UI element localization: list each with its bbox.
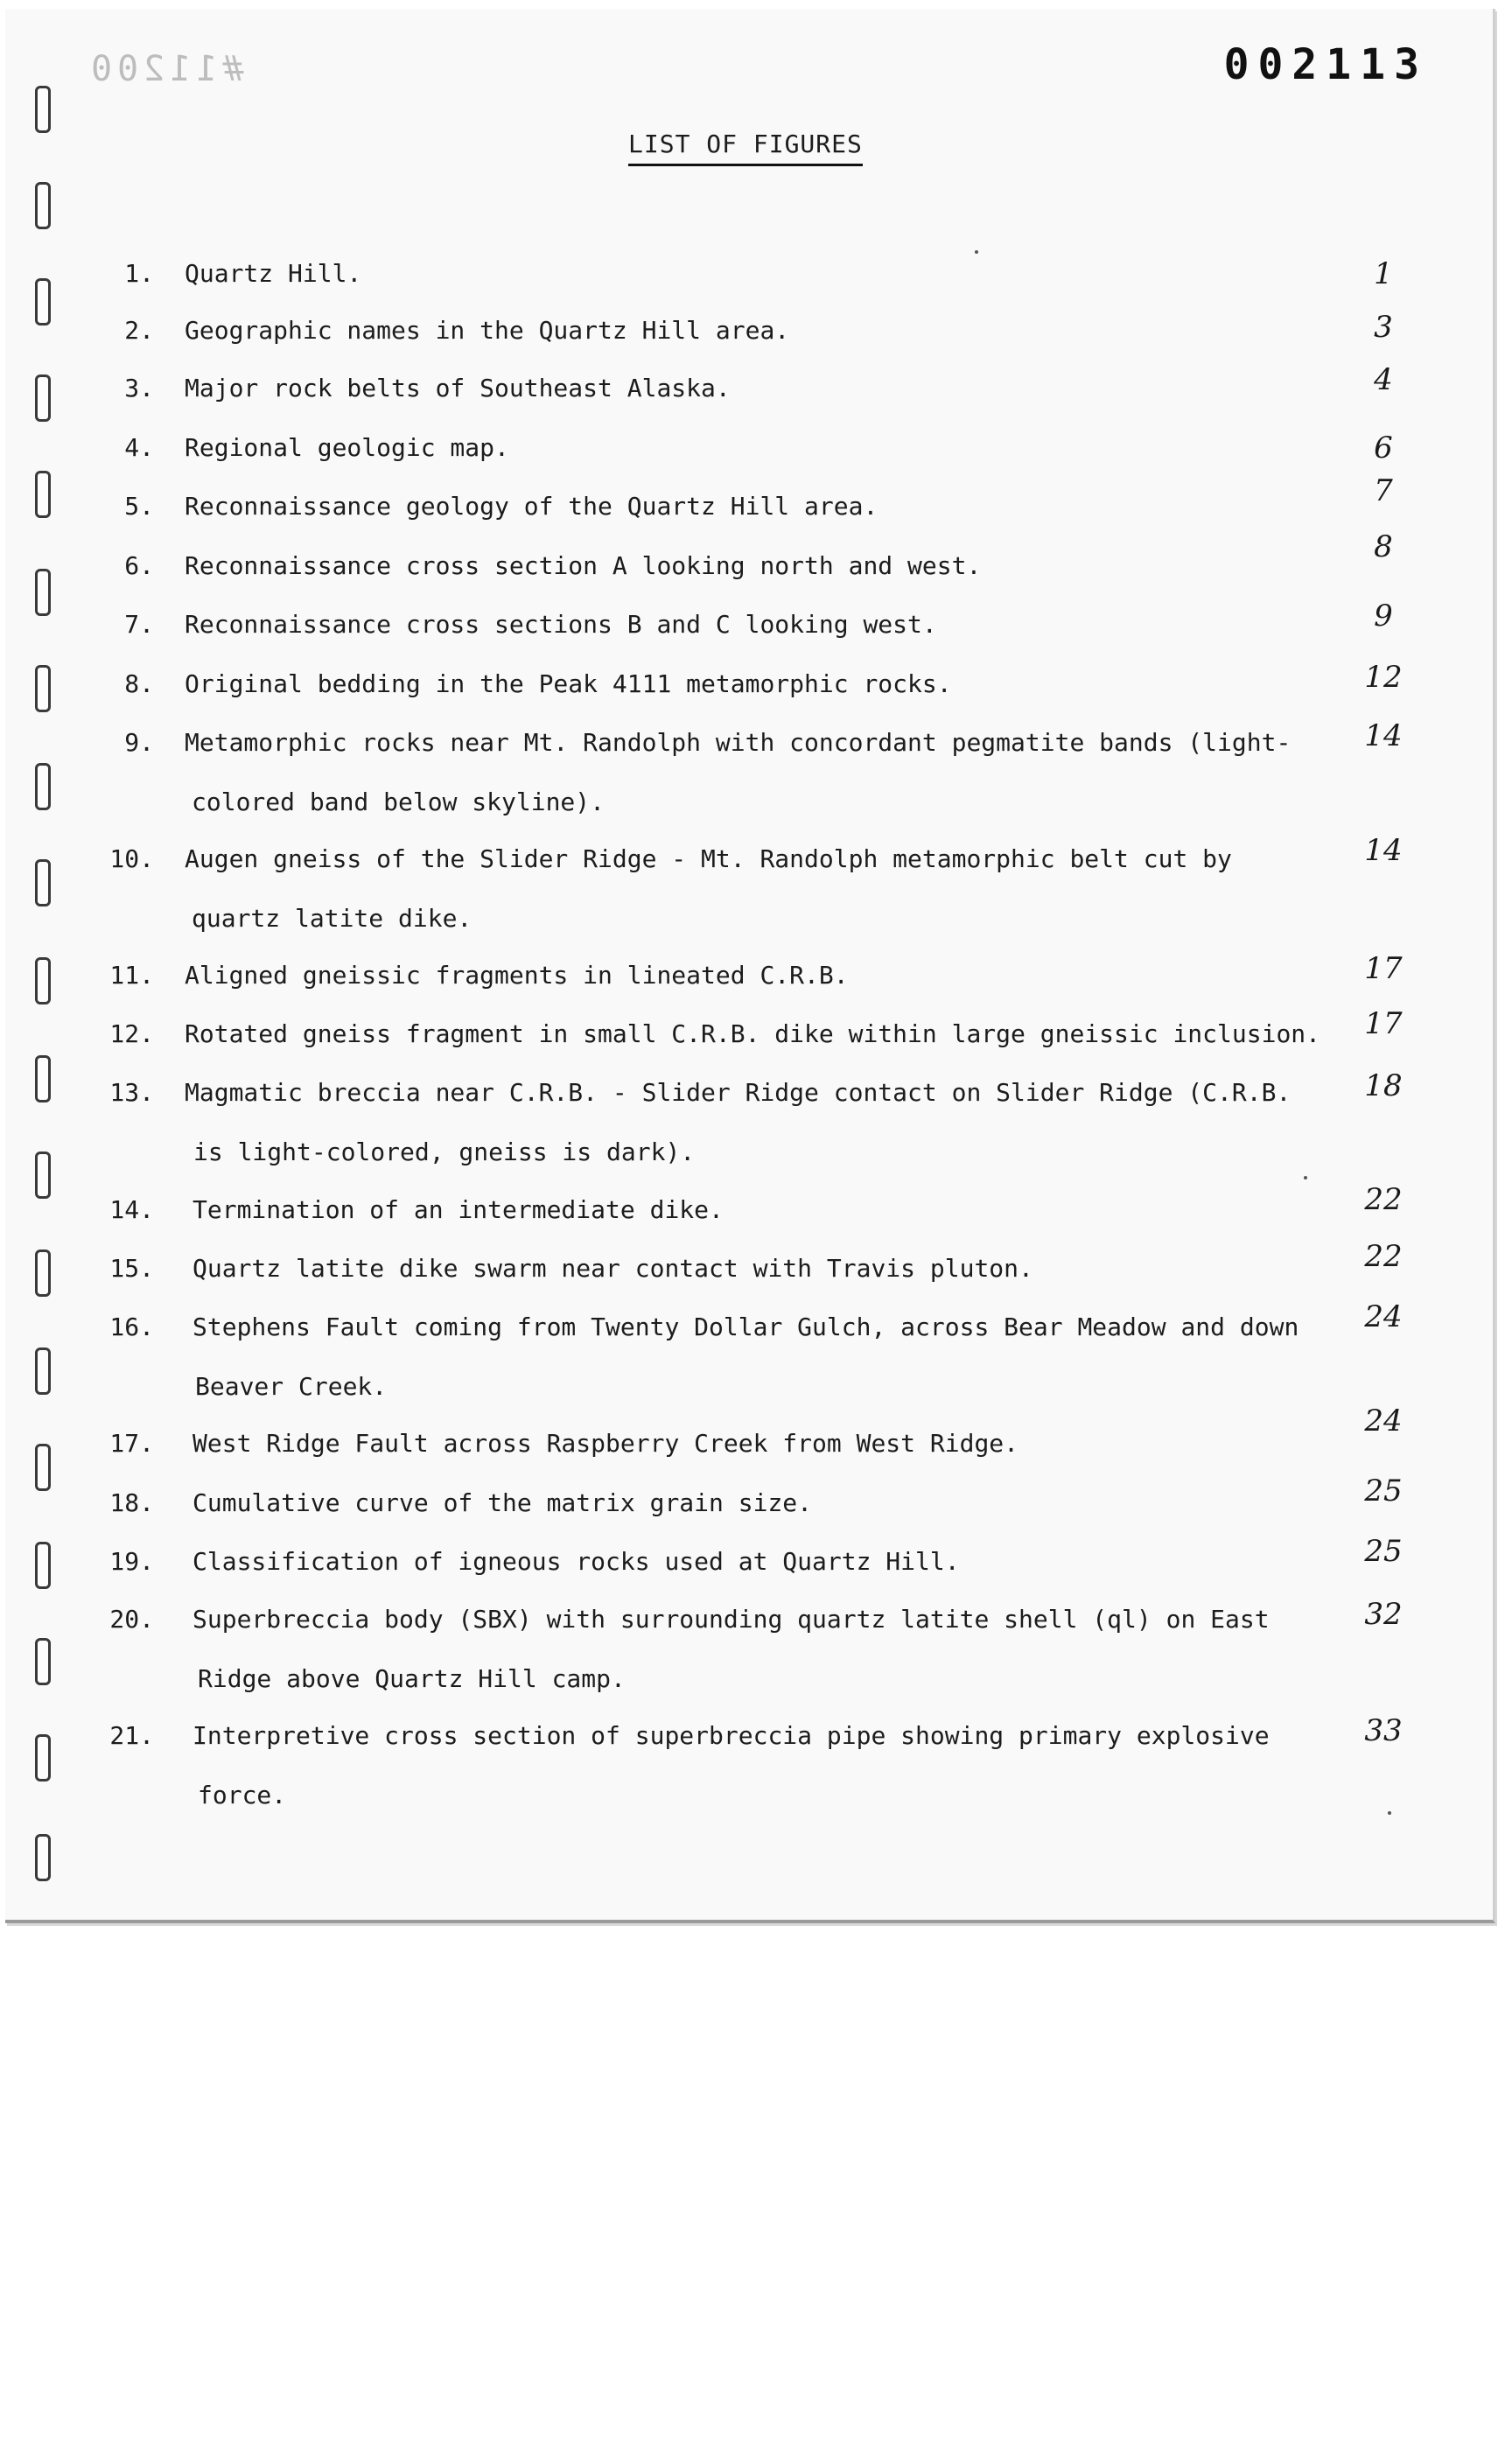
figure-caption-continued: force. <box>198 1781 287 1810</box>
document-page <box>5 9 1495 1923</box>
figure-caption: Regional geologic map. <box>185 433 509 462</box>
figure-caption: Geographic names in the Quartz Hill area. <box>185 316 790 345</box>
figure-entry <box>5 1597 1493 1693</box>
figure-caption: Augen gneiss of the Slider Ridge - Mt. Randolph metamorphic belt cut by <box>185 844 1232 873</box>
figure-caption: Cumulative curve of the matrix grain size. <box>192 1488 813 1517</box>
binder-hole <box>35 1834 51 1881</box>
figure-caption: West Ridge Fault across Raspberry Creek from West Ridge. <box>192 1429 1019 1458</box>
figure-caption: Magmatic breccia near C.R.B. - Slider Ridge contact on Slider Ridge (C.R.B. <box>185 1078 1292 1107</box>
binder-hole <box>35 86 51 133</box>
figure-caption: Rotated gneiss fragment in small C.R.B. dike within large gneissic inclusion. <box>185 1019 1321 1048</box>
figure-entry <box>5 598 1493 642</box>
figure-number: 18. <box>109 1488 154 1517</box>
figure-entry <box>5 362 1493 406</box>
figure-number: 3. <box>124 374 154 402</box>
figure-page-number: 3 <box>1374 310 1393 345</box>
figure-caption-continued: quartz latite dike. <box>192 904 472 933</box>
figure-page-number: 25 <box>1364 1474 1403 1508</box>
figure-entry <box>5 718 1493 816</box>
figure-caption: Stephens Fault coming from Twenty Dollar Gulch, across Bear Meadow and down <box>192 1312 1299 1341</box>
figure-caption: Reconnaissance geology of the Quartz Hill area. <box>185 492 878 521</box>
figure-page-number: 9 <box>1374 598 1393 634</box>
figure-page-number: 12 <box>1364 660 1403 695</box>
figure-caption: Original bedding in the Peak 4111 metamorphic rocks. <box>185 669 952 698</box>
figure-page-number: 14 <box>1364 833 1403 868</box>
figure-entry <box>5 1068 1493 1166</box>
figure-entry <box>5 1713 1493 1810</box>
faded-stamp-number: #11200 <box>86 49 244 89</box>
figure-number: 6. <box>124 551 154 580</box>
figure-number: 21. <box>109 1721 154 1750</box>
figure-entry <box>5 310 1493 348</box>
figure-page-number: 32 <box>1364 1597 1403 1632</box>
figure-number: 19. <box>109 1547 154 1576</box>
figure-page-number: 17 <box>1364 1006 1403 1041</box>
figure-entry <box>5 833 1493 933</box>
binder-hole <box>35 1638 51 1685</box>
figure-caption: Classification of igneous rocks used at Quartz Hill. <box>192 1547 960 1576</box>
figure-entry <box>5 473 1493 524</box>
figure-entry <box>5 1182 1493 1228</box>
figure-page-number: 1 <box>1374 256 1393 291</box>
figure-entry <box>5 529 1493 584</box>
speck <box>1388 1811 1391 1815</box>
figure-caption: Aligned gneissic fragments in lineated C.R.B. <box>185 961 849 990</box>
figure-entry <box>5 1299 1493 1401</box>
figure-number: 16. <box>109 1312 154 1341</box>
figure-number: 14. <box>109 1195 154 1224</box>
figure-caption: Major rock belts of Southeast Alaska. <box>185 374 731 402</box>
figure-number: 13. <box>109 1078 154 1107</box>
binder-hole <box>35 763 51 810</box>
figure-number: 17. <box>109 1429 154 1458</box>
figure-page-number: 18 <box>1364 1068 1403 1103</box>
figure-page-number: 25 <box>1364 1534 1403 1569</box>
figure-page-number: 6 <box>1374 430 1393 466</box>
figure-page-number: 14 <box>1364 718 1403 753</box>
figure-caption: Termination of an intermediate dike. <box>192 1195 724 1224</box>
figure-page-number: 24 <box>1364 1404 1403 1438</box>
figure-number: 9. <box>124 728 154 757</box>
figure-page-number: 4 <box>1374 362 1393 397</box>
figure-entry <box>5 1534 1493 1579</box>
binder-hole <box>35 1348 51 1395</box>
figure-page-number: 33 <box>1364 1713 1403 1748</box>
figure-number: 10. <box>109 844 154 873</box>
figure-number: 1. <box>124 259 154 288</box>
figure-entry <box>5 430 1493 466</box>
figure-number: 4. <box>124 433 154 462</box>
speck <box>975 250 978 254</box>
figure-caption: Quartz Hill. <box>185 259 362 288</box>
figure-entry <box>5 1404 1493 1461</box>
figure-page-number: 17 <box>1364 951 1403 986</box>
figure-caption: Metamorphic rocks near Mt. Randolph with concordant pegmatite bands (light- <box>185 728 1292 757</box>
figure-caption: Reconnaissance cross sections B and C looking west. <box>185 610 937 639</box>
figure-number: 2. <box>124 316 154 345</box>
figure-page-number: 22 <box>1364 1239 1403 1274</box>
figure-number: 12. <box>109 1019 154 1048</box>
figure-entry <box>5 951 1493 993</box>
figure-caption-continued: Ridge above Quartz Hill camp. <box>198 1664 626 1693</box>
binder-hole <box>35 182 51 229</box>
figure-caption: Interpretive cross section of superbreccia pipe showing primary explosive <box>192 1721 1270 1750</box>
figure-entry <box>5 1474 1493 1521</box>
figure-number: 20. <box>109 1605 154 1634</box>
figure-caption-continued: Beaver Creek. <box>195 1372 388 1401</box>
figure-page-number: 24 <box>1364 1299 1403 1334</box>
figure-entry <box>5 1239 1493 1286</box>
figure-caption-continued: is light-colored, gneiss is dark). <box>193 1138 696 1166</box>
figure-number: 8. <box>124 669 154 698</box>
figure-entry <box>5 256 1493 291</box>
figure-number: 15. <box>109 1254 154 1283</box>
figure-page-number: 7 <box>1374 473 1393 508</box>
binder-hole <box>35 1152 51 1199</box>
speck <box>1304 1176 1307 1180</box>
figure-entry <box>5 1006 1493 1052</box>
figure-page-number: 8 <box>1374 529 1393 564</box>
figure-number: 7. <box>124 610 154 639</box>
figure-caption: Superbreccia body (SBX) with surrounding quartz latite shell (ql) on East <box>192 1605 1270 1634</box>
figure-caption-continued: colored band below skyline). <box>192 788 606 816</box>
page-title: LIST OF FIGURES <box>628 130 863 166</box>
figure-number: 11. <box>109 961 154 990</box>
figure-caption: Reconnaissance cross section A looking north and west. <box>185 551 982 580</box>
document-number: 002113 <box>1223 40 1428 89</box>
figure-caption: Quartz latite dike swarm near contact with Travis pluton. <box>192 1254 1033 1283</box>
figure-number: 5. <box>124 492 154 521</box>
figure-entry <box>5 660 1493 702</box>
figure-page-number: 22 <box>1364 1182 1403 1217</box>
